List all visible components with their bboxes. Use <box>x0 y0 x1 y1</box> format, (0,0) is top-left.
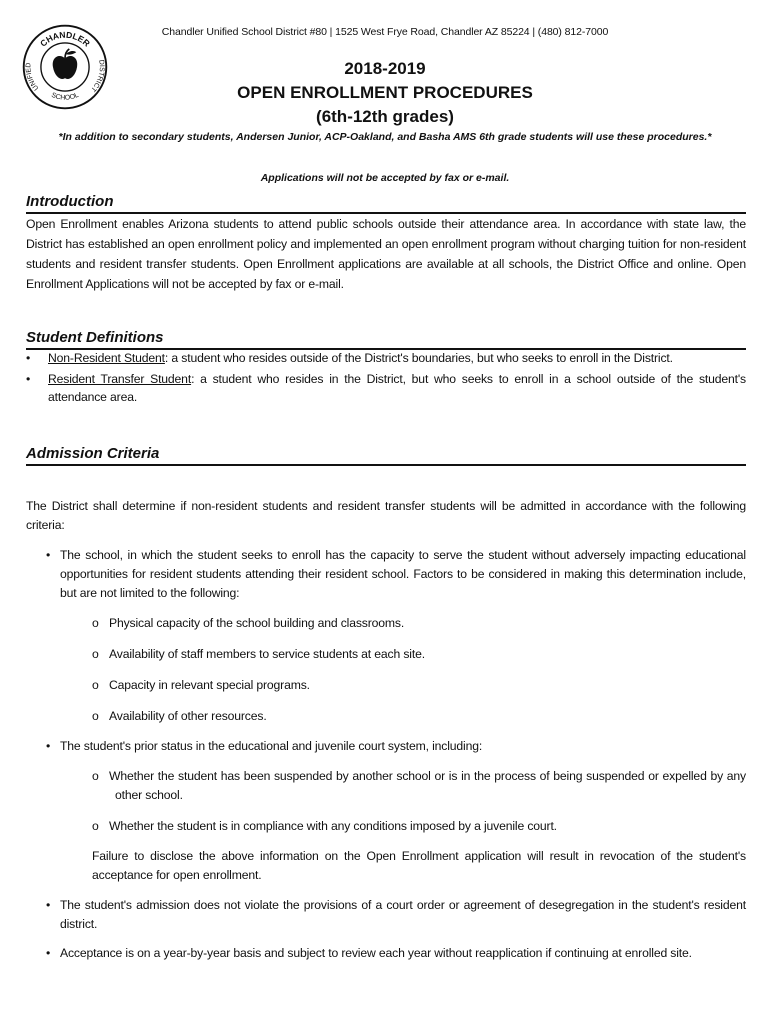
bullet-icon: • <box>46 739 51 753</box>
definition-term: Non-Resident Student <box>48 351 165 365</box>
criteria-item <box>46 896 746 934</box>
admission-intro: The District shall determine if non-resident students and resident transfer students will be admitted in accordance with the following criteria: <box>26 499 746 532</box>
sub-bullet-icon: o <box>92 647 99 661</box>
sub-item <box>92 614 746 633</box>
sub-item <box>92 707 746 726</box>
definition-item <box>26 349 746 367</box>
definitions-heading: Student Definitions <box>26 329 746 350</box>
definition-term: Resident Transfer Student <box>48 372 192 386</box>
grade-range: (6th-12th grades) <box>316 107 454 126</box>
capacity-factor: Physical capacity of the school building and classrooms. <box>109 616 405 630</box>
sub-bullet-icon: o <box>92 819 99 833</box>
capacity-factor: Availability of staff members to service students at each site. <box>109 647 425 661</box>
introduction-heading: Introduction <box>26 193 746 214</box>
acceptance-criterion: Acceptance is on a year-by-year basis and subject to review each year without reapplication if continuing at enrolled site. <box>60 946 692 960</box>
admission-heading: Admission Criteria <box>26 445 746 466</box>
failure-to-disclose-text: Failure to disclose the above information on the Open Enrollment application will result in revocation of the student's acceptance for open enrollment. <box>92 849 746 882</box>
bullet-icon: • <box>26 351 31 365</box>
seal-right-text: DISTRICT <box>89 59 106 93</box>
document-title: OPEN ENROLLMENT PROCEDURES <box>237 83 533 102</box>
introduction-text: Open Enrollment enables Arizona students to attend public schools outside their attendance area. In accordance with state law, the District has established an open enrollment policy and implemented an open enrollment program without charging tuition for non-resident students and resident transfer students. Open Enrollment applications are available at all schools, the District Office and online. Open Enrollment Applications will not be accepted by fax or e-mail. <box>26 217 746 291</box>
bullet-icon: • <box>46 898 51 912</box>
bullet-icon: • <box>46 548 51 562</box>
seal-bottom-text: SCHOOL <box>50 91 80 102</box>
sub-bullet-icon: o <box>92 769 99 783</box>
definition-text: : a student who resides in the District, but who seeks to enroll in a school outside of the student's attendance area. <box>48 372 747 404</box>
sub-item <box>92 767 746 805</box>
school-year: 2018-2019 <box>344 59 426 78</box>
bullet-icon: • <box>46 946 51 960</box>
criteria-item <box>46 546 746 603</box>
secondary-note: *In addition to secondary students, Andersen Junior, ACP-Oakland, and Basha AMS 6th grade students will use these procedures.* <box>58 131 712 143</box>
sub-item <box>92 645 746 664</box>
prior-status-detail: Whether the student is in compliance with any conditions imposed by a juvenile court. <box>109 819 557 833</box>
definition-text: : a student who resides outside of the District's boundaries, but who seeks to enroll in the District. <box>164 351 673 365</box>
prior-status-criterion: The student's prior status in the educational and juvenile court system, including: <box>60 739 483 753</box>
sub-bullet-icon: o <box>92 678 99 692</box>
capacity-factor: Availability of other resources. <box>109 709 267 723</box>
sub-item <box>92 676 746 695</box>
desegregation-criterion: The student's admission does not violate the provisions of a court order or agreement of desegregation in the student's resident district. <box>60 898 746 931</box>
seal-left-text: UNIFIED <box>25 62 41 92</box>
seal-top-text: CHANDLER <box>38 29 92 49</box>
criteria-item <box>46 737 746 756</box>
capacity-criterion: The school, in which the student seeks to enroll has the capacity to serve the student without adversely impacting educational opportunities for resident students attending their resident school. Factors to be considered in making this determination include, but are not limited to the following: <box>60 548 746 600</box>
district-address: Chandler Unified School District #80 | 1525 West Frye Road, Chandler AZ 85224 | (480) 812-7000 <box>161 26 609 38</box>
prior-status-detail: Whether the student has been suspended by another school or is in the process of being suspended or expelled by any other school. <box>109 769 746 802</box>
definition-item <box>26 370 746 406</box>
sub-bullet-icon: o <box>92 616 99 630</box>
no-fax-note: Applications will not be accepted by fax or e-mail. <box>260 172 510 184</box>
sub-item <box>92 817 746 836</box>
bullet-icon: • <box>26 372 31 386</box>
sub-bullet-icon: o <box>92 709 99 723</box>
capacity-factor: Capacity in relevant special programs. <box>109 678 310 692</box>
criteria-item <box>46 944 746 963</box>
